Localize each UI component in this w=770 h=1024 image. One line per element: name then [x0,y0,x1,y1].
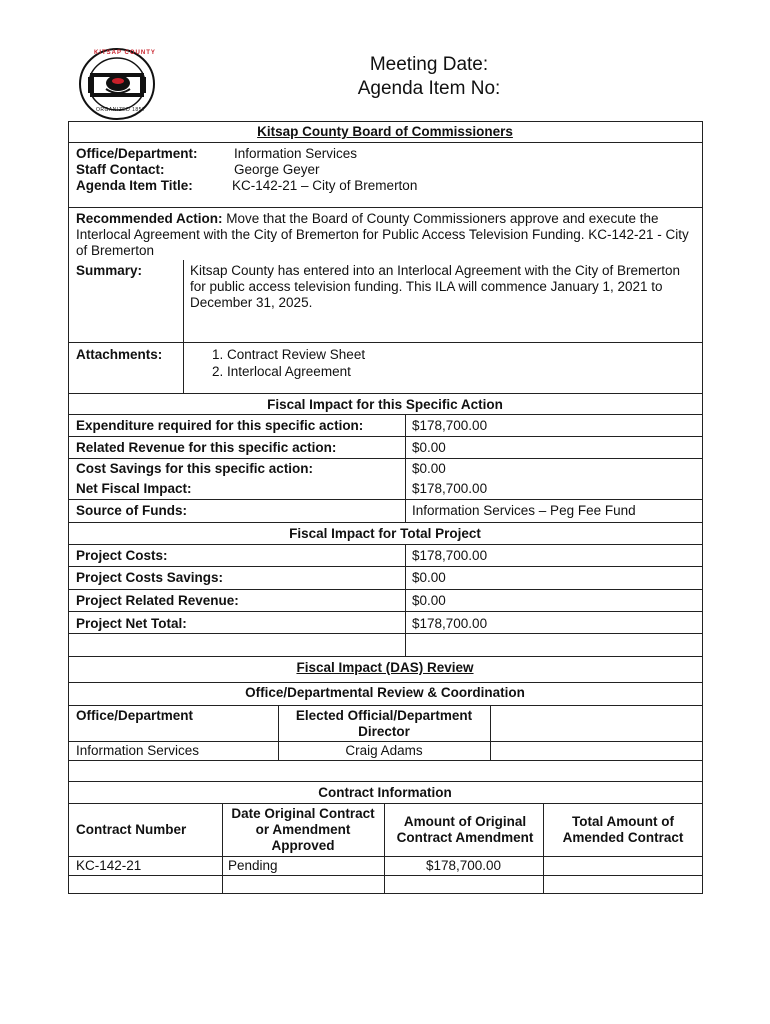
rule [68,611,703,612]
table-border-left [68,121,69,894]
meeting-date-label: Meeting Date: [369,54,489,75]
board-title: Kitsap County Board of Commissioners [257,124,513,139]
dept-col1-header: Office/Department [76,708,194,723]
contract-header: Total Amount of Amended Contract [562,814,684,845]
staff-value: George Geyer [234,162,320,177]
fiscal-row-value: $178,700.00 [412,418,488,433]
dept-col2-header: Elected Official/Department Director [295,708,473,739]
total-row-value: $0.00 [412,570,446,585]
rule [68,760,703,761]
contract-info-heading: Contract Information [318,785,452,800]
rule [222,803,223,894]
table-border-right [702,121,703,894]
fiscal-specific-heading: Fiscal Impact for this Specific Action [267,397,503,412]
fiscal-row-value: Information Services – Peg Fee Fund [412,503,636,518]
rule [68,633,703,634]
rule [68,589,703,590]
office-label: Office/Department: [76,146,198,161]
total-row-value: $178,700.00 [412,548,488,563]
staff-label: Staff Contact: [76,162,165,177]
office-value: Information Services [234,146,358,161]
rule [68,436,703,437]
rule [68,803,703,804]
summary-label: Summary: [76,263,143,278]
recommended-text: Move that the Board of County Commissioners approve and execute the Interlocal Agreement with the City of Bremerton for Public Access Television Funding. KC-142-21 - City of Bremerton [76,211,689,258]
total-row-label: Project Related Revenue: [76,593,239,608]
contract-header: Contract Number [76,822,187,837]
rule [68,682,703,683]
fiscal-total-heading: Fiscal Impact for Total Project [289,526,481,541]
total-row-label: Project Net Total: [76,616,187,631]
fiscal-row-label: Source of Funds: [76,503,187,518]
county-seal-logo [78,47,156,121]
agenda-item-label: Agenda Item No: [357,78,501,99]
rule [68,142,703,143]
contract-amount-value: $178,700.00 [425,858,502,873]
rule [68,121,703,122]
contract-header: Amount of Original Contract Amendment [396,814,534,845]
rule [68,705,703,706]
dept-review-heading: Office/Departmental Review & Coordination [245,685,525,700]
fiscal-row-label: Cost Savings for this specific action: [76,461,314,476]
agenda-title-label: Agenda Item Title: [76,178,193,193]
total-row-label: Project Costs: [76,548,168,563]
rule [68,342,703,343]
rule [68,499,703,500]
rule [68,458,703,459]
rule [405,633,406,656]
rule [68,393,703,394]
fiscal-row-value: $0.00 [412,461,446,476]
recommended-action [76,211,696,259]
rule [68,207,703,208]
recommended-label: Recommended Action: [76,211,223,226]
rule [68,566,703,567]
attachments-label: Attachments: [76,347,163,362]
rule [68,522,703,523]
total-row-value: $0.00 [412,593,446,608]
rule [68,856,703,857]
attachment-item: 2. Interlocal Agreement [212,364,351,379]
rule [68,741,703,742]
rule [384,803,385,894]
rule [68,414,703,415]
seal-top-text: KITSAP COUNTY [94,50,156,56]
rule [490,705,491,760]
attachment-item: 1. Contract Review Sheet [212,347,366,362]
fiscal-row-label: Net Fiscal Impact: [76,481,192,496]
rule [278,705,279,760]
agenda-title-value: KC-142-21 – City of Bremerton [232,178,418,193]
fiscal-row-value: $178,700.00 [412,481,488,496]
seal-bottom-text: ORGANIZED 1857 [96,107,146,113]
rule [68,656,703,657]
rule [183,260,184,393]
rule [68,781,703,782]
dept-col1-value: Information Services [76,743,200,758]
fiscal-row-label: Expenditure required for this specific action: [76,418,364,433]
das-review-heading: Fiscal Impact (DAS) Review [296,660,474,675]
total-row-label: Project Costs Savings: [76,570,224,585]
total-row-value: $178,700.00 [412,616,488,631]
contract-number-value: KC-142-21 [76,858,142,873]
rule [68,893,703,894]
rule [68,544,703,545]
fiscal-row-label: Related Revenue for this specific action: [76,440,337,455]
rule [68,875,703,876]
rule [543,803,544,894]
dept-col2-value: Craig Adams [345,743,423,758]
summary-text: Kitsap County has entered into an Interlocal Agreement with the City of Bremerton for public access television funding. This ILA will commence January 1, 2021 to December 31, 2025. [190,263,681,310]
contract-date-value: Pending [228,858,278,873]
fiscal-row-value: $0.00 [412,440,446,455]
contract-header: Date Original Contract or Amendment Approved [231,806,375,853]
rule [405,414,406,522]
